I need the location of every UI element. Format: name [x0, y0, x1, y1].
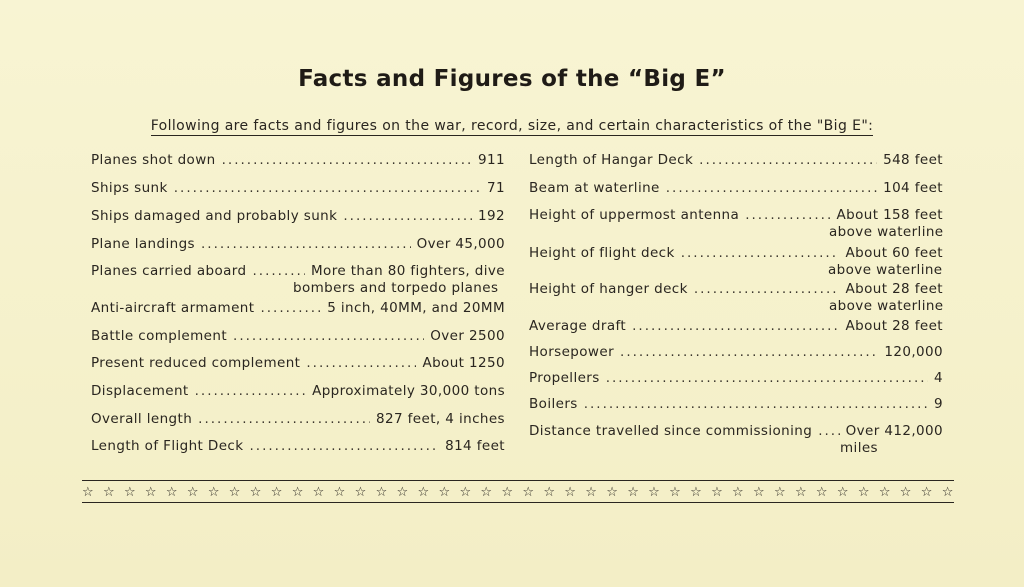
leader-dots: [681, 245, 840, 261]
fact-value: About 158 feet: [836, 207, 943, 223]
fact-value: 120,000: [884, 344, 943, 360]
top-divider: [82, 480, 954, 481]
fact-label: Ships damaged and probably sunk: [91, 208, 338, 224]
fact-value: 192: [478, 208, 505, 224]
fact-value: 5 inch, 40MM, and 20MM: [327, 300, 505, 316]
star-icon: ☆: [165, 484, 178, 500]
fact-label: Plane landings: [91, 236, 195, 252]
star-icon: ☆: [270, 484, 283, 500]
star-icon: ☆: [878, 484, 891, 500]
leader-dots: [252, 263, 305, 279]
star-icon: ☆: [186, 484, 199, 500]
leader-dots: [201, 236, 411, 252]
star-icon: ☆: [312, 484, 325, 500]
fact-row: [529, 423, 943, 457]
star-icon: ☆: [690, 484, 702, 500]
star-icon: ☆: [753, 484, 765, 500]
leader-dots: [343, 208, 472, 224]
leader-dots: [606, 370, 928, 386]
fact-label: Boilers: [529, 396, 578, 412]
star-icon: ☆: [501, 484, 514, 500]
fact-row: [529, 281, 943, 315]
star-icon: ☆: [480, 484, 493, 500]
star-icon: ☆: [815, 484, 828, 500]
fact-row: [91, 152, 505, 169]
star-icon: ☆: [354, 484, 367, 500]
fact-value: 4: [934, 370, 943, 386]
fact-row: [529, 152, 943, 169]
fact-value-continued: above waterline: [828, 262, 943, 278]
star-icon: ☆: [333, 484, 346, 500]
fact-label: Overall length: [91, 411, 193, 427]
fact-row: [91, 208, 505, 225]
fact-value: 71: [487, 180, 505, 196]
star-icon: ☆: [438, 484, 451, 500]
star-icon: ☆: [732, 484, 744, 500]
star-icon: ☆: [606, 484, 618, 500]
fact-value: Over 45,000: [416, 236, 505, 252]
fact-row: [529, 396, 943, 413]
fact-row: [529, 207, 943, 241]
leader-dots: [174, 180, 481, 196]
fact-value: 104 feet: [883, 180, 943, 196]
leader-dots: [699, 152, 877, 168]
star-icon: ☆: [543, 484, 555, 500]
fact-value: Over 2500: [430, 328, 505, 344]
star-icon: ☆: [396, 484, 409, 500]
fact-label: Ships sunk: [91, 180, 168, 196]
fact-label: Planes shot down: [91, 152, 216, 168]
page-title: Facts and Figures of the “Big E”: [298, 66, 726, 92]
fact-label: Displacement: [91, 383, 189, 399]
fact-row: [91, 236, 505, 253]
fact-label: Average draft: [529, 318, 627, 334]
star-icon: ☆: [207, 484, 220, 500]
fact-value-continued: above waterline: [829, 224, 944, 240]
fact-label: Length of Flight Deck: [91, 438, 244, 454]
leader-dots: [306, 355, 416, 371]
star-icon: ☆: [836, 484, 849, 500]
fact-label: Height of flight deck: [529, 245, 675, 261]
fact-label: Horsepower: [529, 344, 615, 360]
star-icon: ☆: [564, 484, 576, 500]
fact-row: [529, 370, 943, 387]
star-border: [82, 484, 954, 500]
star-icon: ☆: [459, 484, 472, 500]
fact-label: Height of uppermost antenna: [529, 207, 740, 223]
leader-dots: [222, 152, 472, 168]
fact-value-continued: above waterline: [829, 298, 944, 314]
leader-dots: [818, 423, 839, 439]
fact-label: Length of Hangar Deck: [529, 152, 694, 168]
star-icon: ☆: [920, 484, 933, 500]
fact-row: [91, 328, 505, 345]
star-icon: ☆: [291, 484, 304, 500]
star-icon: ☆: [857, 484, 870, 500]
fact-label: Battle complement: [91, 328, 228, 344]
fact-row: [529, 180, 943, 197]
fact-value-continued: miles: [840, 440, 878, 456]
star-icon: ☆: [123, 484, 136, 500]
fact-value: 814 feet: [445, 438, 505, 454]
fact-label: Height of hanger deck: [529, 281, 688, 297]
intro-text: Following are facts and figures on the war, record, size, and certain characteristics of the "Big E":: [150, 118, 874, 134]
leader-dots: [260, 300, 321, 316]
fact-label: Anti-aircraft armament: [91, 300, 255, 316]
star-icon: ☆: [585, 484, 597, 500]
star-icon: ☆: [627, 484, 639, 500]
leader-dots: [666, 180, 877, 196]
intro-line: [0, 118, 1024, 134]
leader-dots: [694, 281, 840, 297]
leader-dots: [249, 438, 439, 454]
leader-dots: [745, 207, 830, 223]
fact-value: 827 feet, 4 inches: [375, 411, 505, 427]
star-icon: ☆: [375, 484, 388, 500]
leader-dots: [233, 328, 424, 344]
fact-row: [91, 300, 505, 317]
fact-value: 548 feet: [883, 152, 943, 168]
fact-value: 911: [478, 152, 505, 168]
star-icon: ☆: [522, 484, 534, 500]
fact-row: [91, 180, 505, 197]
fact-row: [91, 355, 505, 372]
leader-dots: [198, 411, 370, 427]
star-icon: ☆: [669, 484, 681, 500]
star-icon: ☆: [941, 484, 954, 500]
fact-value: About 1250: [422, 355, 505, 371]
fact-value: About 28 feet: [845, 281, 943, 297]
star-icon: ☆: [794, 484, 807, 500]
leader-dots: [584, 396, 928, 412]
fact-label: Beam at waterline: [529, 180, 660, 196]
fact-row: [529, 318, 943, 335]
bottom-divider: [82, 502, 954, 503]
leader-dots: [195, 383, 306, 399]
star-icon: ☆: [102, 484, 115, 500]
fact-value: More than 80 fighters, dive: [310, 263, 505, 279]
fact-value: About 60 feet: [845, 245, 943, 261]
fact-label: Propellers: [529, 370, 600, 386]
star-icon: ☆: [249, 484, 262, 500]
star-icon: ☆: [899, 484, 912, 500]
fact-value: 9: [934, 396, 943, 412]
fact-value: About 28 feet: [845, 318, 943, 334]
star-icon: ☆: [82, 484, 94, 500]
star-icon: ☆: [648, 484, 660, 500]
fact-label: Distance travelled since commissioning: [529, 423, 813, 439]
fact-value-continued: bombers and torpedo planes: [293, 280, 499, 296]
star-icon: ☆: [773, 484, 786, 500]
leader-dots: [632, 318, 839, 334]
star-icon: ☆: [144, 484, 157, 500]
fact-label: Planes carried aboard: [91, 263, 247, 279]
fact-value: Over 412,000: [845, 423, 943, 439]
fact-row: [91, 263, 505, 297]
star-icon: ☆: [711, 484, 723, 500]
fact-row: [91, 383, 505, 400]
fact-row: [91, 411, 505, 428]
fact-row: [529, 245, 943, 279]
star-icon: ☆: [228, 484, 241, 500]
fact-value: Approximately 30,000 tons: [312, 383, 505, 399]
fact-label: Present reduced complement: [91, 355, 301, 371]
star-icon: ☆: [417, 484, 430, 500]
fact-row: [529, 344, 943, 361]
leader-dots: [620, 344, 878, 360]
fact-row: [91, 438, 505, 455]
